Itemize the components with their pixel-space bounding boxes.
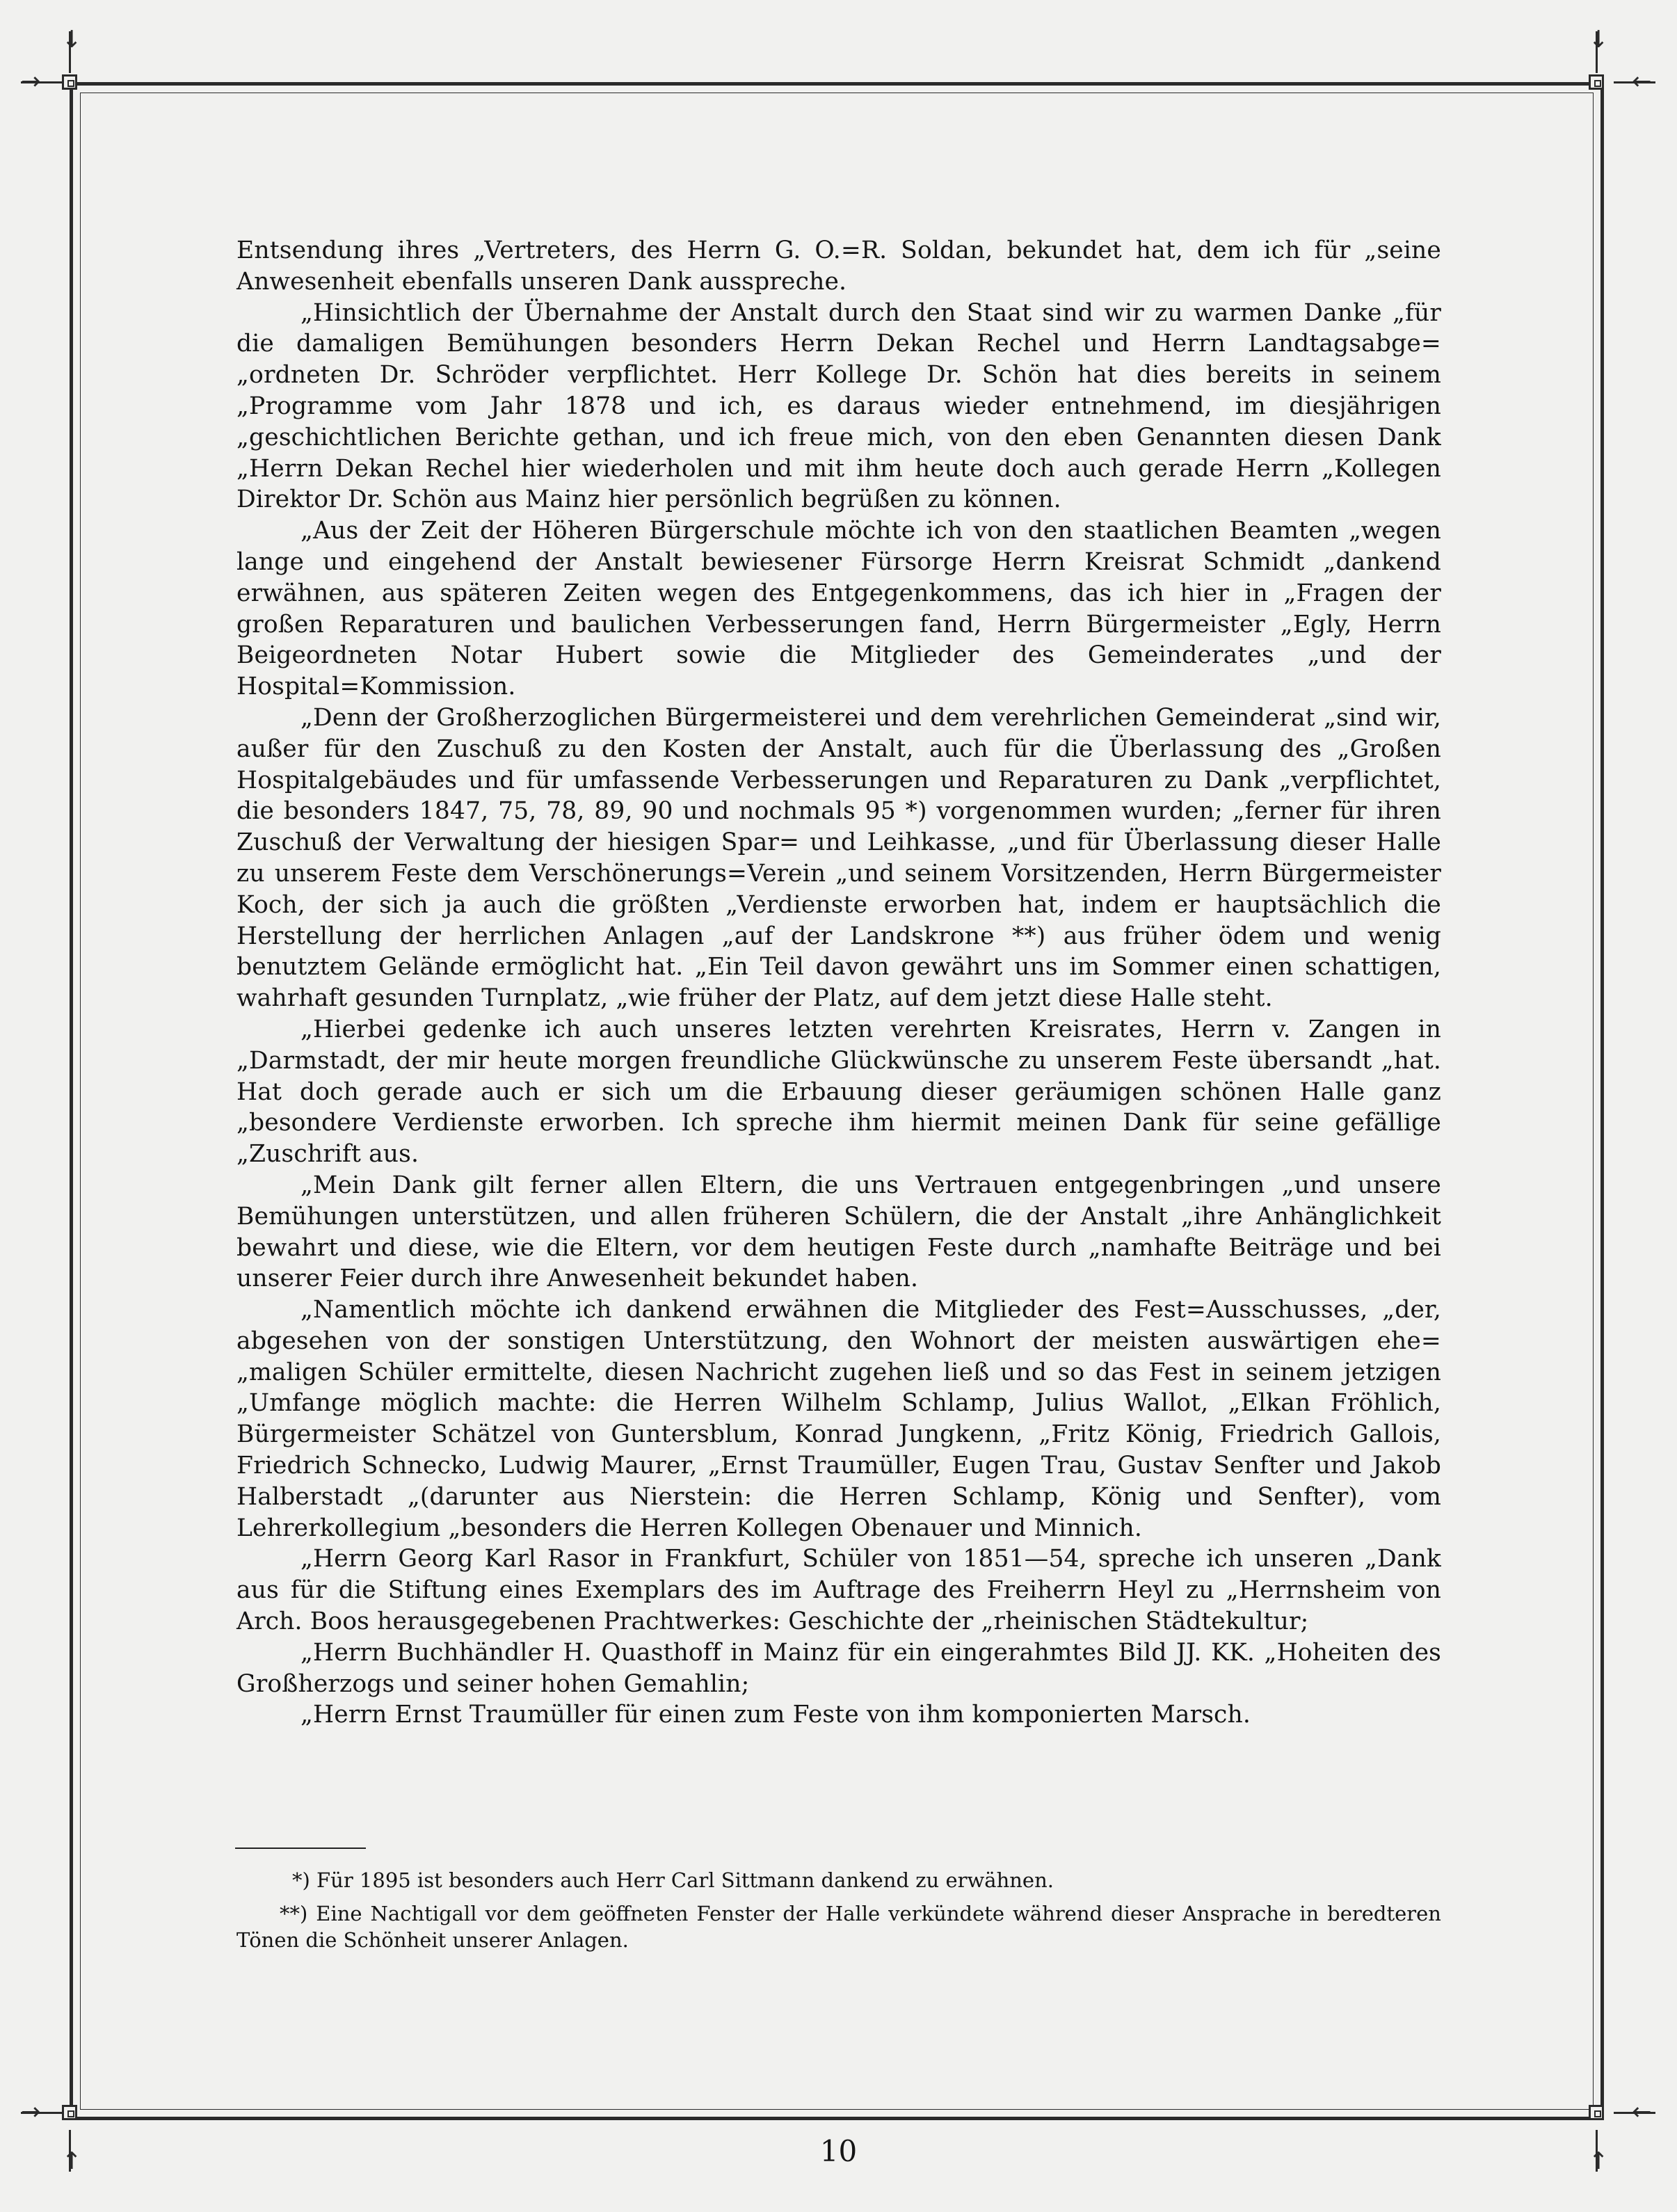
corner-ornament-bottom-left — [62, 2105, 77, 2120]
footnotes — [236, 1867, 1441, 1960]
arrow-down-icon: ↓ — [1589, 26, 1609, 54]
footnote: *) Für 1895 ist besonders auch Herr Carl Sittmann dankend zu erwähnen. — [292, 1868, 1054, 1892]
paragraph: „Herrn Buchhändler H. Quasthoff in Mainz für ein eingerahmtes Bild JJ. KK. „Hoheiten des Großherzogs und seiner hohen Gemahlin; — [236, 1638, 1441, 1698]
corner-ornament-top-left — [62, 74, 77, 90]
paragraph: „Herrn Georg Karl Rasor in Frankfurt, Schüler von 1851—54, spreche ich unseren „Dank aus für die Stiftung eines Exemplars des im Auftrage des Freiherrn Heyl zu „Herrnsheim von Arch. Boos herausgegebenen Prachtwerkes: Geschichte der „rheinischen Städtekultur; — [236, 1545, 1441, 1636]
paragraph: „Hinsichtlich der Übernahme der Anstalt durch den Staat sind wir zu warmen Danke „für die damaligen Bemühungen besonders Herrn Dekan Rechel und Herrn Landtagsabge= „ordneten Dr. Schröder verpflichtet. Herr Kollege Dr. Schön hat dies bereits in seinem „Programme vom Jahr 1878 und ich, es daraus wieder entnehmend, im diesjährigen „geschichtlichen Berichte gethan, und ich freue mich, von den eben Genannten diesen Dank „Herrn Dekan Rechel hier wiederholen und mit ihm heute doch auch gerade Herrn „Kollegen Direktor Dr. Schön aus Mainz hier persönlich begrüßen zu können. — [236, 298, 1441, 514]
arrow-up-icon: ↑ — [1589, 2147, 1609, 2175]
page-number: 10 — [819, 2134, 858, 2168]
footnote-separator — [235, 1848, 366, 1849]
paragraph: Entsendung ihres „Vertreters, des Herrn G. O.=R. Soldan, bekundet hat, dem ich für „seine Anwesenheit ebenfalls unseren Dank ausspreche. — [236, 237, 1441, 296]
arrow-left-icon: ← — [1632, 67, 1652, 95]
corner-ornament-bottom-right — [1589, 2105, 1604, 2120]
paragraph: „Hierbei gedenke ich auch unseres letzten verehrten Kreisrates, Herrn v. Zangen in „Darmstadt, der mir heute morgen freundliche Glückwünsche zu unserem Feste übersandt „hat. Hat doch gerade auch er sich um die Erbauung dieser geräumigen schönen Halle ganz „besondere Verdienste erworben. Ich spreche ihm hiermit meinen Dank für seine gefällige „Zuschrift aus. — [236, 1015, 1441, 1169]
paragraph: „Mein Dank gilt ferner allen Eltern, die uns Vertrauen entgegenbringen „und unsere Bemühungen unterstützen, und allen früheren Schülern, die der Anstalt „ihre Anhänglichkeit bewahrt und diese, wie die Eltern, vor dem heutigen Feste durch „namhafte Beiträge und bei unserer Feier durch ihre Anwesenheit bekundet haben. — [236, 1171, 1441, 1293]
arrow-left-icon: ← — [1632, 2098, 1652, 2126]
arrow-right-icon: → — [21, 2098, 41, 2126]
arrow-right-icon: → — [21, 67, 41, 95]
paragraph: „Aus der Zeit der Höheren Bürgerschule möchte ich von den staatlichen Beamten „wegen lange und eingehend der Anstalt bewiesener Fürsorge Herrn Kreisrat Schmidt „dankend erwähnen, aus späteren Zeiten wegen des Entgegenkommens, das ich hier in „Fragen der großen Reparaturen und baulichen Verbesserungen fand, Herrn Bürgermeister „Egly, Herrn Beigeordneten Notar Hubert sowie die Mitglieder des Gemeinderates „und der Hospital=Kommission. — [236, 517, 1441, 701]
arrow-down-icon: ↓ — [62, 26, 82, 54]
paragraph: „Namentlich möchte ich dankend erwähnen die Mitglieder des Fest=Ausschusses, „der, abgesehen von der sonstigen Unterstützung, den Wohnort der meisten auswärtigen ehe= „maligen Schüler ermittelte, diesen Nachricht zugehen ließ und so das Fest in seinem jetzigen „Umfange möglich machte: die Herren Wilhelm Schlamp, Julius Wallot, „Elkan Fröhlich, Bürgermeister Schätzel von Guntersblum, Konrad Jungkenn, „Fritz König, Friedrich Gallois, Friedrich Schnecko, Ludwig Maurer, „Ernst Traumüller, Eugen Trau, Gustav Senfter und Jakob Halberstadt „(darunter aus Nierstein: die Herren Schlamp, König und Senfter), vom Lehrerkollegium „besonders die Herren Kollegen Obenauer und Minnich. — [236, 1296, 1441, 1542]
main-text-body — [236, 235, 1441, 1731]
footnote: **) Eine Nachtigall vor dem geöffneten Fenster der Halle verkündete während dieser Ansprache in beredteren Tönen die Schönheit unserer Anlagen. — [236, 1902, 1441, 1952]
paragraph: „Denn der Großherzoglichen Bürgermeisterei und dem verehrlichen Gemeinderat „sind wir, außer für den Zuschuß zu den Kosten der Anstalt, auch für die Überlassung des „Großen Hospitalgebäudes und für umfassende Verbesserungen und Reparaturen zu Dank „verpflichtet, die besonders 1847, 75, 78, 89, 90 und nochmals 95 *) vorgenommen wurden; „ferner für ihren Zuschuß der Verwaltung der hiesigen Spar= und Leihkasse, „und für Überlassung dieser Halle zu unserem Feste dem Verschönerungs=Verein „und seinem Vorsitzenden, Herrn Bürgermeister Koch, der sich ja auch die größten „Verdienste erworben hat, indem er hauptsächlich die Herstellung der herrlichen Anlagen „auf der Landskrone **) aus früher ödem und wenig benutztem Gelände ermöglicht hat. „Ein Teil davon gewährt uns im Sommer einen schattigen, wahrhaft gesunden Turnplatz, „wie früher der Platz, auf dem jetzt diese Halle steht. — [236, 703, 1441, 1013]
corner-ornament-top-right — [1589, 74, 1604, 90]
arrow-up-icon: ↑ — [62, 2147, 82, 2175]
paragraph: „Herrn Ernst Traumüller für einen zum Feste von ihm komponierten Marsch. — [300, 1701, 1251, 1729]
